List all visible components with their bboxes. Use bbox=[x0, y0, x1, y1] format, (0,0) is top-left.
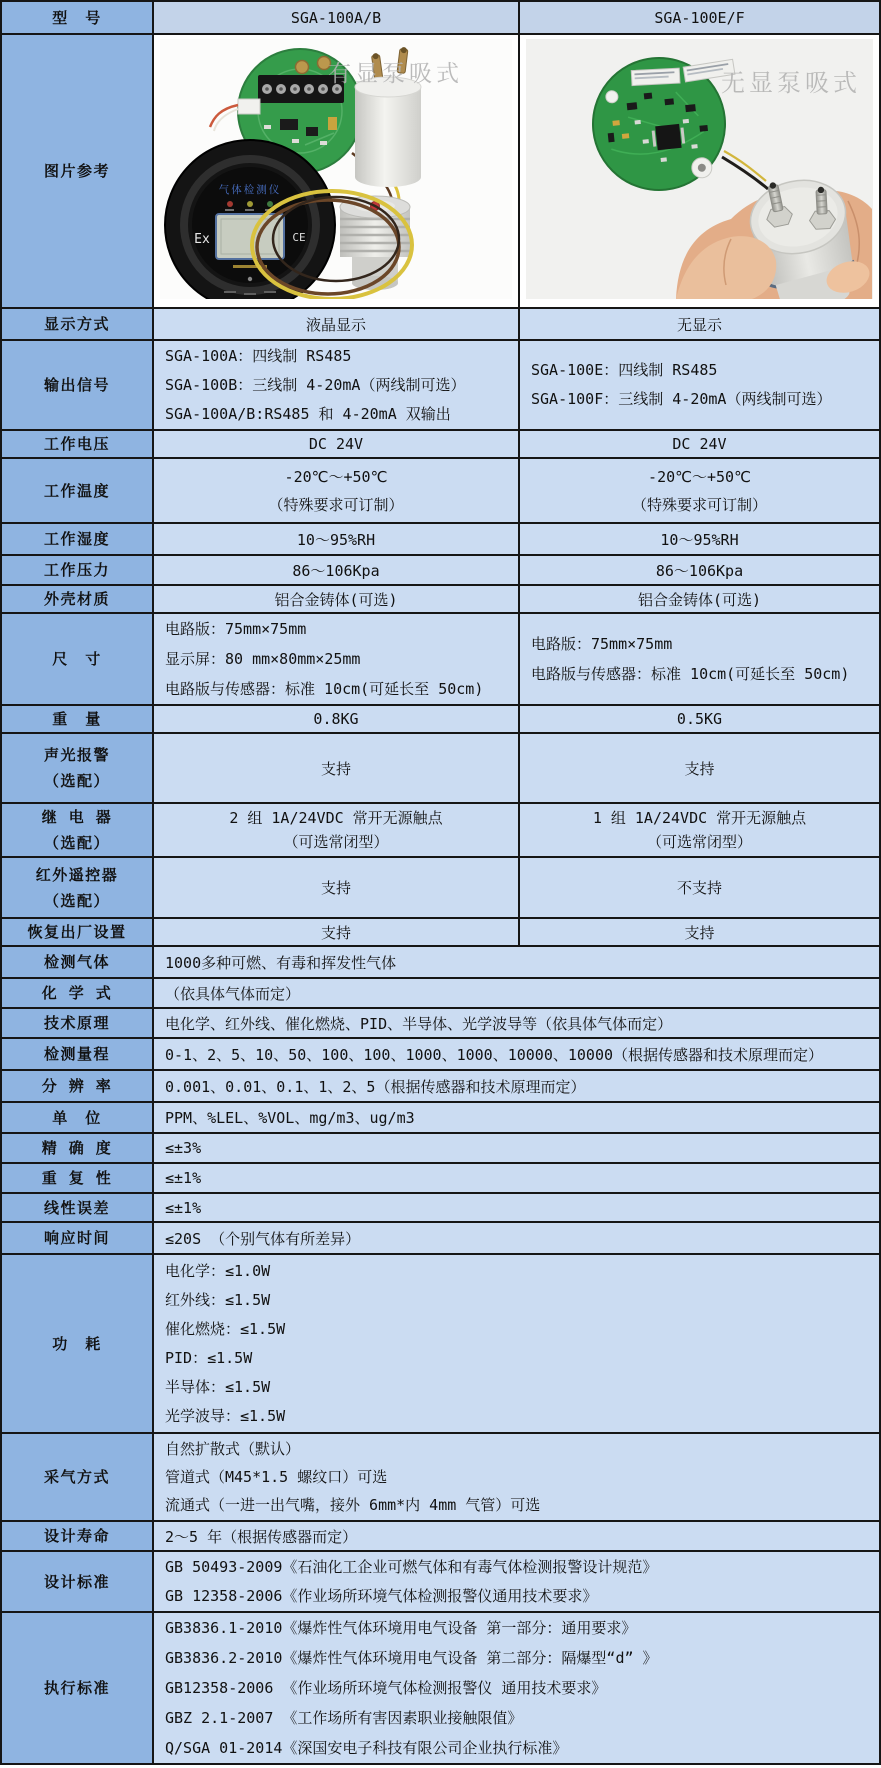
cell-voltage-a bbox=[152, 431, 518, 457]
table-row-principle bbox=[2, 1007, 879, 1037]
detector-ce-mark: CE bbox=[292, 231, 306, 244]
spec-value: 0-1、2、5、10、50、100、100、1000、1000、10000、10000（根据传感器和技术原理而定） bbox=[165, 1045, 824, 1064]
spec-value: 液晶显示 bbox=[305, 315, 366, 334]
detector-illustration bbox=[165, 140, 335, 299]
spec-line: GB12358-2006 《作业场所环境气体检测报警仪 通用技术要求》 bbox=[165, 1679, 607, 1697]
label-text: 声光报警 bbox=[43, 746, 110, 764]
spec-line: 光学波导：≤1.5W bbox=[165, 1406, 286, 1425]
watermark-right: 无显泵吸式 bbox=[721, 69, 861, 97]
label-text: 外壳材质 bbox=[43, 590, 110, 608]
label-text: （选配） bbox=[43, 772, 110, 790]
row-label-reset bbox=[2, 919, 152, 945]
row-label-remote bbox=[2, 858, 152, 917]
model-b-header bbox=[518, 2, 879, 33]
cell-range bbox=[152, 1039, 879, 1069]
spec-value: 不支持 bbox=[676, 879, 722, 897]
cell-relay-a bbox=[152, 804, 518, 856]
spec-line: -20℃～+50℃ bbox=[648, 467, 751, 486]
spec-value: ≤±1% bbox=[165, 1169, 202, 1187]
label-text: 工作温度 bbox=[43, 481, 110, 500]
label-text: 响应时间 bbox=[43, 1229, 110, 1247]
label-text: 功 耗 bbox=[52, 1334, 102, 1353]
spec-line: （特殊要求可订制） bbox=[268, 495, 404, 514]
label-text: 工作电压 bbox=[43, 435, 110, 453]
row-label-linearity bbox=[2, 1194, 152, 1221]
table-row-model bbox=[2, 2, 879, 33]
spec-line: 自然扩散式（默认） bbox=[165, 1440, 301, 1458]
table-row-pressure bbox=[2, 554, 879, 584]
cell-formula bbox=[152, 979, 879, 1007]
product-photo-sga100ab bbox=[160, 39, 512, 303]
detector-title-text: 气体检测仪 bbox=[218, 184, 282, 196]
cell-output-b bbox=[518, 341, 879, 429]
label-text: 尺 寸 bbox=[52, 650, 102, 668]
spec-line: 流通式（一进一出气嘴，接外 6mm*内 4mm 气管）可选 bbox=[165, 1496, 541, 1514]
row-label-pressure bbox=[2, 556, 152, 584]
spec-value: 0.8KG bbox=[313, 710, 359, 728]
spec-value: 86～106Kpa bbox=[292, 561, 380, 580]
spec-value: 2～5 年（根据传感器而定） bbox=[165, 1527, 358, 1546]
cell-gas bbox=[152, 947, 879, 977]
row-label-gas bbox=[2, 947, 152, 977]
label-text: 型 号 bbox=[52, 8, 102, 27]
table-row-linearity bbox=[2, 1192, 879, 1221]
spec-value: 1000多种可燃、有毒和挥发性气体 bbox=[165, 953, 397, 972]
spec-value: 86～106Kpa bbox=[655, 561, 744, 580]
row-label-model bbox=[2, 2, 152, 33]
cell-humidity-b bbox=[518, 524, 879, 554]
cell-output-a bbox=[152, 341, 518, 429]
spec-line: （特殊要求可订制） bbox=[631, 495, 767, 514]
spec-value: 支持 bbox=[320, 879, 351, 897]
spec-value: 无显示 bbox=[676, 315, 722, 334]
spec-line: Q/SGA 01-2014《深国安电子科技有限公司企业执行标准》 bbox=[165, 1739, 568, 1757]
table-row-power bbox=[2, 1253, 879, 1432]
spec-line: 催化燃烧：≤1.5W bbox=[165, 1319, 286, 1338]
label-text: 单 位 bbox=[52, 1108, 102, 1127]
spec-line: -20℃～+50℃ bbox=[284, 467, 388, 486]
spec-line: SGA-100B：三线制 4-20mA（两线制可选） bbox=[165, 375, 466, 394]
label-text: 精 确 度 bbox=[41, 1139, 113, 1157]
cell-weight-a bbox=[152, 706, 518, 732]
cell-temperature-b bbox=[518, 459, 879, 522]
spec-value: ≤20S （个别气体有所差异） bbox=[165, 1229, 361, 1248]
spec-value: ≤±1% bbox=[165, 1198, 202, 1217]
label-text: 技术原理 bbox=[43, 1014, 110, 1032]
cell-exec-std bbox=[152, 1613, 879, 1763]
spec-line: SGA-100A/B:RS485 和 4-20mA 双输出 bbox=[165, 404, 451, 423]
spec-line: 2 组 1A/24VDC 常开无源触点 bbox=[229, 809, 443, 827]
label-text: 重 复 性 bbox=[41, 1169, 113, 1187]
label-text: 检测气体 bbox=[43, 953, 110, 971]
label-text: 采气方式 bbox=[43, 1468, 110, 1486]
label-text: 红外遥控器 bbox=[35, 865, 119, 884]
cell-alarm-b bbox=[518, 734, 879, 802]
watermark-left: 有显泵吸式 bbox=[328, 61, 463, 87]
spec-line: 管道式（M45*1.5 螺纹口）可选 bbox=[165, 1468, 388, 1486]
row-label-design-std bbox=[2, 1552, 152, 1611]
table-row-response bbox=[2, 1221, 879, 1253]
cell-relay-b bbox=[518, 804, 879, 856]
label-text: （选配） bbox=[43, 834, 110, 852]
spec-line: GB 50493-2009《石油化工企业可燃气体和有毒气体检测报警设计规范》 bbox=[165, 1557, 658, 1576]
spec-line: GB 12358-2006《作业场所环境气体检测报警仪通用技术要求》 bbox=[165, 1586, 598, 1605]
row-label-photos bbox=[2, 35, 152, 307]
detector-ex-mark: Ex bbox=[194, 232, 210, 247]
spec-value: 支持 bbox=[684, 923, 715, 942]
photo-cell-sga100ef bbox=[518, 35, 879, 307]
cell-response bbox=[152, 1223, 879, 1253]
row-label-response bbox=[2, 1223, 152, 1253]
cell-display-a bbox=[152, 309, 518, 339]
label-text: 设计寿命 bbox=[43, 1527, 110, 1545]
spec-line: PID：≤1.5W bbox=[165, 1348, 253, 1367]
row-label-formula bbox=[2, 979, 152, 1007]
label-text: 继 电 器 bbox=[41, 808, 113, 826]
cell-sampling bbox=[152, 1434, 879, 1520]
row-label-accuracy bbox=[2, 1134, 152, 1162]
spec-line: 半导体：≤1.5W bbox=[165, 1377, 271, 1396]
row-label-weight bbox=[2, 706, 152, 732]
label-text: 设计标准 bbox=[43, 1572, 110, 1591]
spec-line: 电路版与传感器：标准 10cm(可延长至 50cm) bbox=[165, 680, 484, 698]
spec-value: 支持 bbox=[320, 923, 351, 942]
row-label-alarm bbox=[2, 734, 152, 802]
label-text: 恢复出厂设置 bbox=[27, 923, 127, 941]
cell-shell-a bbox=[152, 586, 518, 612]
cell-linearity bbox=[152, 1194, 879, 1221]
row-label-voltage bbox=[2, 431, 152, 457]
cell-weight-b bbox=[518, 706, 879, 732]
product-photo-sga100ef bbox=[526, 39, 873, 303]
row-label-sampling bbox=[2, 1434, 152, 1520]
row-label-resolution bbox=[2, 1071, 152, 1101]
spec-value: ≤±3% bbox=[165, 1139, 202, 1157]
cell-reset-a bbox=[152, 919, 518, 945]
row-label-output bbox=[2, 341, 152, 429]
spec-line: 1 组 1A/24VDC 常开无源触点 bbox=[592, 809, 807, 827]
table-row-gas bbox=[2, 945, 879, 977]
cell-voltage-b bbox=[518, 431, 879, 457]
spec-value: （依具体气体而定） bbox=[165, 984, 301, 1003]
spec-value: DC 24V bbox=[308, 435, 364, 453]
label-text: 线性误差 bbox=[43, 1198, 110, 1217]
cell-remote-b bbox=[518, 858, 879, 917]
spec-value: 0.001、0.01、0.1、1、2、5（根据传感器和技术原理而定） bbox=[165, 1077, 586, 1096]
table-row-alarm bbox=[2, 732, 879, 802]
cell-unit bbox=[152, 1103, 879, 1132]
spec-line: SGA-100F：三线制 4-20mA（两线制可选） bbox=[531, 390, 832, 408]
label-text: 化 学 式 bbox=[41, 984, 113, 1002]
table-row-unit bbox=[2, 1101, 879, 1132]
spec-line: 电路版与传感器：标准 10cm(可延长至 50cm) bbox=[531, 665, 850, 683]
label-text: 重 量 bbox=[52, 710, 102, 728]
table-row-repeatability bbox=[2, 1162, 879, 1192]
spec-line: SGA-100A：四线制 RS485 bbox=[165, 346, 352, 365]
label-text: 显示方式 bbox=[43, 315, 110, 333]
cell-display-b bbox=[518, 309, 879, 339]
row-label-principle bbox=[2, 1009, 152, 1037]
table-row-accuracy bbox=[2, 1132, 879, 1162]
spec-line: GB3836.1-2010《爆炸性气体环境用电气设备 第一部分：通用要求》 bbox=[165, 1619, 637, 1637]
spec-value: 10～95%RH bbox=[660, 530, 739, 549]
table-row-voltage bbox=[2, 429, 879, 457]
cell-shell-b bbox=[518, 586, 879, 612]
label-text: 检测量程 bbox=[43, 1045, 110, 1063]
row-label-unit bbox=[2, 1103, 152, 1132]
row-label-exec-std bbox=[2, 1613, 152, 1763]
cell-power bbox=[152, 1255, 879, 1432]
row-label-shell bbox=[2, 586, 152, 612]
cell-size-a bbox=[152, 614, 518, 704]
model-a-text: SGA-100A/B bbox=[290, 8, 382, 27]
photo-cell-sga100ab bbox=[152, 35, 518, 307]
spec-line: 电路版：75mm×75mm bbox=[165, 620, 307, 638]
table-row-sampling bbox=[2, 1432, 879, 1520]
table-row-formula bbox=[2, 977, 879, 1007]
cell-pressure-a bbox=[152, 556, 518, 584]
label-text: 工作湿度 bbox=[43, 530, 110, 548]
cell-pressure-b bbox=[518, 556, 879, 584]
label-text: 工作压力 bbox=[43, 561, 110, 579]
spec-value: 电化学、红外线、催化燃烧、PID、半导体、光学波导等（依具体气体而定） bbox=[165, 1014, 673, 1033]
spec-value: DC 24V bbox=[672, 435, 727, 453]
table-row-remote bbox=[2, 856, 879, 917]
label-text: 分 辨 率 bbox=[41, 1077, 113, 1095]
row-label-range bbox=[2, 1039, 152, 1069]
spec-line: 红外线：≤1.5W bbox=[165, 1290, 271, 1309]
spec-line: 显示屏：80 mm×80mm×25mm bbox=[165, 650, 361, 668]
row-label-size bbox=[2, 614, 152, 704]
table-row-display bbox=[2, 307, 879, 339]
cell-resolution bbox=[152, 1071, 879, 1101]
table-row-size bbox=[2, 612, 879, 704]
table-row-output bbox=[2, 339, 879, 429]
table-row-humidity bbox=[2, 522, 879, 554]
cell-repeatability bbox=[152, 1164, 879, 1192]
cell-principle bbox=[152, 1009, 879, 1037]
spec-line: （可选常闭型） bbox=[646, 833, 752, 851]
table-row-temperature bbox=[2, 457, 879, 522]
spec-value: PPM、%LEL、%VOL、mg/m3、ug/m3 bbox=[165, 1109, 415, 1127]
label-text: 执行标准 bbox=[43, 1679, 110, 1697]
label-text: （选配） bbox=[43, 891, 110, 910]
cell-accuracy bbox=[152, 1134, 879, 1162]
table-row-exec-std bbox=[2, 1611, 879, 1763]
row-label-lifespan bbox=[2, 1522, 152, 1550]
table-row-photos bbox=[2, 33, 879, 307]
spec-line: 电化学：≤1.0W bbox=[165, 1261, 271, 1280]
row-label-repeatability bbox=[2, 1164, 152, 1192]
cell-reset-b bbox=[518, 919, 879, 945]
table-row-reset bbox=[2, 917, 879, 945]
table-row-lifespan bbox=[2, 1520, 879, 1550]
cell-remote-a bbox=[152, 858, 518, 917]
table-row-weight bbox=[2, 704, 879, 732]
cell-alarm-a bbox=[152, 734, 518, 802]
spec-line: （可选常闭型） bbox=[283, 833, 389, 851]
label-text: 输出信号 bbox=[43, 376, 110, 394]
cell-size-b bbox=[518, 614, 879, 704]
cell-design-std bbox=[152, 1552, 879, 1611]
spec-value: 10～95%RH bbox=[296, 530, 376, 549]
table-row-design-std bbox=[2, 1550, 879, 1611]
row-label-power bbox=[2, 1255, 152, 1432]
label-text: 图片参考 bbox=[43, 162, 110, 180]
row-label-humidity bbox=[2, 524, 152, 554]
spec-value: 铝合金铸体(可选) bbox=[637, 590, 762, 609]
model-a-header bbox=[152, 2, 518, 33]
model-b-text: SGA-100E/F bbox=[654, 8, 745, 27]
cell-humidity-a bbox=[152, 524, 518, 554]
table-row-relay bbox=[2, 802, 879, 856]
spec-line: GB3836.2-2010《爆炸性气体环境用电气设备 第二部分：隔爆型“d” 》 bbox=[165, 1649, 658, 1667]
table-row-shell bbox=[2, 584, 879, 612]
spec-value: 0.5KG bbox=[676, 710, 723, 728]
cell-lifespan bbox=[152, 1522, 879, 1550]
row-label-temperature bbox=[2, 459, 152, 522]
cell-temperature-a bbox=[152, 459, 518, 522]
spec-line: GBZ 2.1-2007 《工作场所有害因素职业接触限值》 bbox=[165, 1709, 523, 1727]
table-row-resolution bbox=[2, 1069, 879, 1101]
spec-line: 电路版：75mm×75mm bbox=[531, 635, 673, 653]
row-label-relay bbox=[2, 804, 152, 856]
row-label-display bbox=[2, 309, 152, 339]
spec-line: SGA-100E：四线制 RS485 bbox=[531, 361, 718, 379]
spec-value: 铝合金铸体(可选) bbox=[274, 590, 398, 609]
spec-value: 支持 bbox=[684, 759, 715, 778]
table-row-range bbox=[2, 1037, 879, 1069]
spec-value: 支持 bbox=[320, 759, 351, 778]
